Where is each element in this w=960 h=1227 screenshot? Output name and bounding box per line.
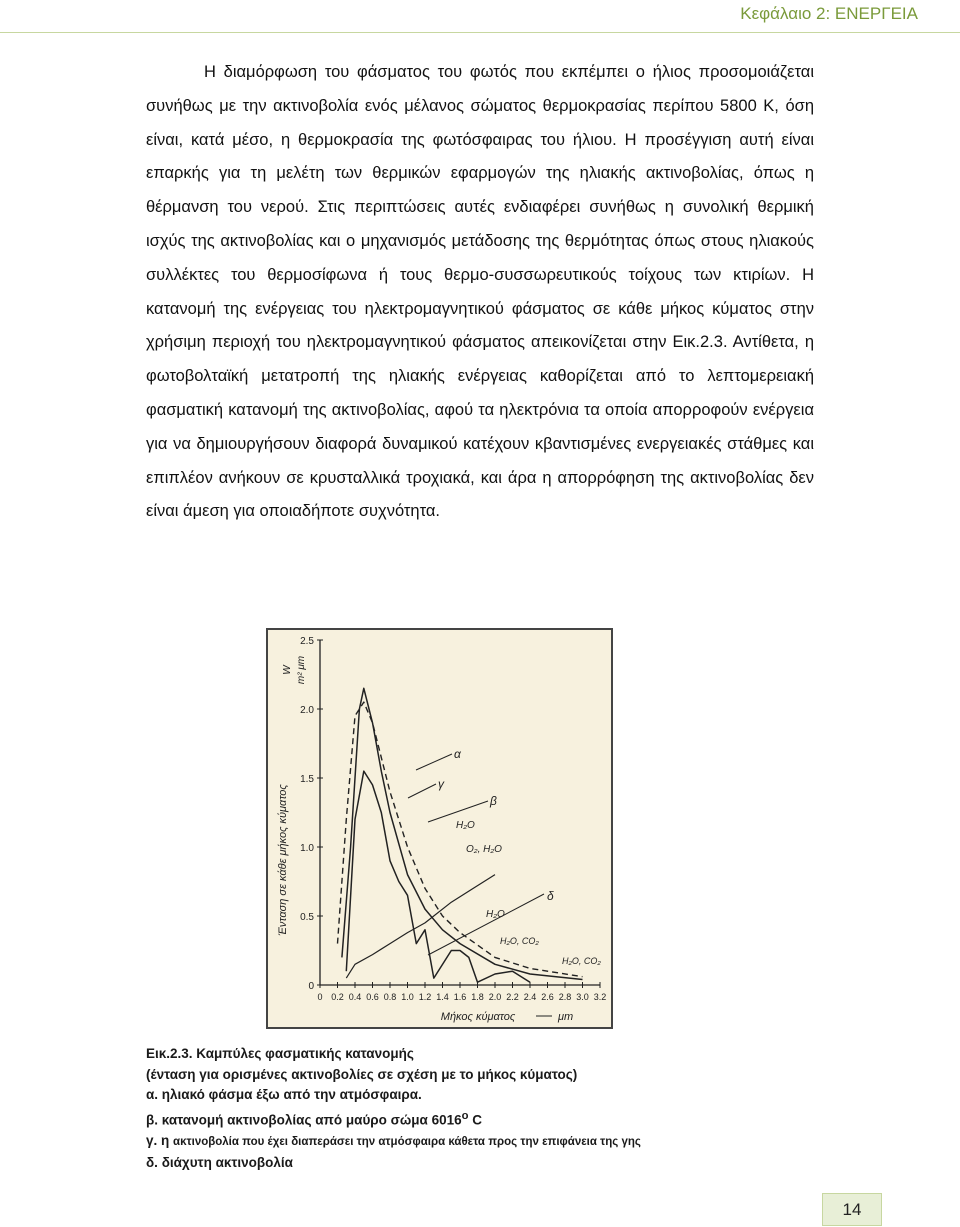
curve-label-h2oco2_1: H₂O, CO₂ (500, 936, 539, 946)
x-tick-label: 0 (317, 992, 323, 1002)
x-tick-label: 2.4 (523, 992, 537, 1002)
series-gamma (346, 771, 530, 982)
y-tick-label: 0.5 (300, 912, 314, 923)
x-tick-label: 2.6 (541, 992, 554, 1002)
curve-label-d: δ (547, 889, 554, 903)
curve-label-g: γ (438, 777, 444, 791)
x-axis-unit: μm (558, 1011, 574, 1023)
y-axis-unit-top: W (282, 665, 293, 675)
figure-caption (146, 1044, 906, 1174)
x-axis-label: Μήκος κύματος (440, 1011, 516, 1023)
spectral-chart (268, 630, 611, 1027)
series-alpha (342, 688, 583, 979)
x-tick-label: 1.6 (453, 992, 467, 1002)
caption-item-g-letter: γ. η (146, 1133, 174, 1149)
x-tick-label: 0.6 (366, 992, 379, 1002)
curve-label-h2o_1: H₂O (456, 820, 475, 831)
curve-label-a: α (454, 747, 461, 761)
x-tick-label: 1.8 (471, 992, 484, 1002)
caption-item-g (146, 1131, 906, 1153)
x-tick-label: 0.2 (331, 992, 344, 1002)
y-tick-label: 2.0 (300, 705, 314, 716)
chapter-title: Κεφάλαιο 2: ΕΝΕΡΓΕΙΑ (740, 4, 918, 23)
series-beta (338, 702, 583, 977)
x-tick-label: 1.4 (436, 992, 449, 1002)
body-paragraph: Η διαμόρφωση του φάσματος του φωτός που εκπέμπει ο ήλιος προσομοιάζεται συνήθως με την ακτινοβολία ενός μέλανος σώματος θερμοκρασίας περίπου 5800 K, όση είναι, κατά μέσο, η θερμοκρασία της φωτόσφαιρας του ήλιου. Η προσέγγιση αυτή είναι επαρκής για τη μελέτη των θερμικών εφαρμογών της ηλιακής ακτινοβολίας, όπως η θέρμανση του νερού. Στις περιπτώσεις αυτές ενδιαφέρει συνήθως η συνολική θερμική ισχύς της ακτινοβολίας και ο μηχανισμός μετάδοσης της θερμότητας όπως στους ηλιακούς συλλέκτες του θερμοσίφωνα ή τους θερμο-συσσωρευτικούς τοίχους των κτιρίων. Η κατανομή της ενέργειας του ηλεκτρομαγνητικού φάσματος σε κάθε μήκος κύματος στην χρήσιμη περιοχή του ηλεκτρομαγνητικού φάσματος απεικονίζεται στην Εικ.2.3. Αντίθετα, η φωτοβολταϊκή μετατροπή της ηλιακής ενέργειας καθορίζεται από το λεπτομερειακή φασματική κατανομή της ακτινοβολίας, αφού τα ηλεκτρόνια τα οποία απορροφούν ενέργεια για να δημιουργήσουν διαφορά δυναμικού κατέχουν κβαντισμένες ενεργειακές στάθμες και επιπλέον ανήκουν σε κρυσταλλικά τροχιακά, και άρα η απορρόφηση της ακτινοβολίας δεν είναι άμεση για οποιαδήποτε συχνότητα. (146, 63, 814, 521)
caption-item-b (146, 1106, 906, 1131)
y-axis-label: Ένταση σε κάθε μήκος κύματος (277, 784, 289, 936)
series-delta (346, 875, 495, 979)
x-tick-label: 1.0 (401, 992, 414, 1002)
x-tick-label: 3.2 (593, 992, 607, 1002)
x-tick-label: 2.0 (488, 992, 502, 1002)
curve-label-o2h2o: O₂, H₂O (466, 844, 502, 855)
curve-label-b: β (490, 794, 497, 808)
y-tick-label: 0 (308, 981, 314, 992)
caption-item-b-degree: o (461, 1110, 469, 1123)
caption-item-b-text: β. κατανομή ακτινοβολίας από μαύρο σώμα 6016 (146, 1112, 462, 1128)
x-tick-label: 1.2 (418, 992, 432, 1002)
page-number: 14 (822, 1193, 882, 1226)
y-axis-unit-bottom: m² μm (296, 655, 307, 685)
leader-line-b (428, 801, 488, 822)
header-divider (0, 32, 960, 33)
caption-item-b-unit: C (468, 1112, 483, 1128)
y-tick-label: 1.0 (300, 843, 314, 854)
y-tick-label: 1.5 (300, 774, 314, 785)
leader-line-a (416, 754, 452, 770)
x-tick-label: 2.8 (558, 992, 572, 1002)
caption-item-a: α. ηλιακό φάσμα έξω από την ατμόσφαιρα. (146, 1087, 422, 1103)
caption-item-d: δ. διάχυτη ακτινοβολία (146, 1155, 293, 1171)
curve-label-h2o_2: H₂O (486, 909, 505, 920)
x-tick-label: 2.2 (506, 992, 519, 1002)
leader-line-g (408, 784, 436, 798)
curve-label-h2oco2_2: H₂O, CO₂ (562, 956, 601, 966)
spectral-figure (266, 628, 613, 1029)
x-tick-label: 0.4 (348, 992, 362, 1002)
x-tick-label: 0.8 (383, 992, 397, 1002)
x-tick-label: 3.0 (576, 992, 589, 1002)
y-tick-label: 2.5 (300, 636, 314, 647)
caption-title: Εικ.2.3. Καμπύλες φασματικής κατανομής (146, 1046, 414, 1061)
caption-subtitle: (ένταση για ορισμένες ακτινοβολίες σε σχέση με το μήκος κύματος) (146, 1066, 578, 1082)
caption-item-g-text: ακτινοβολία που έχει διαπεράσει την ατμόσφαιρα κάθετα προς την επιφάνεια της γης (173, 1136, 641, 1149)
